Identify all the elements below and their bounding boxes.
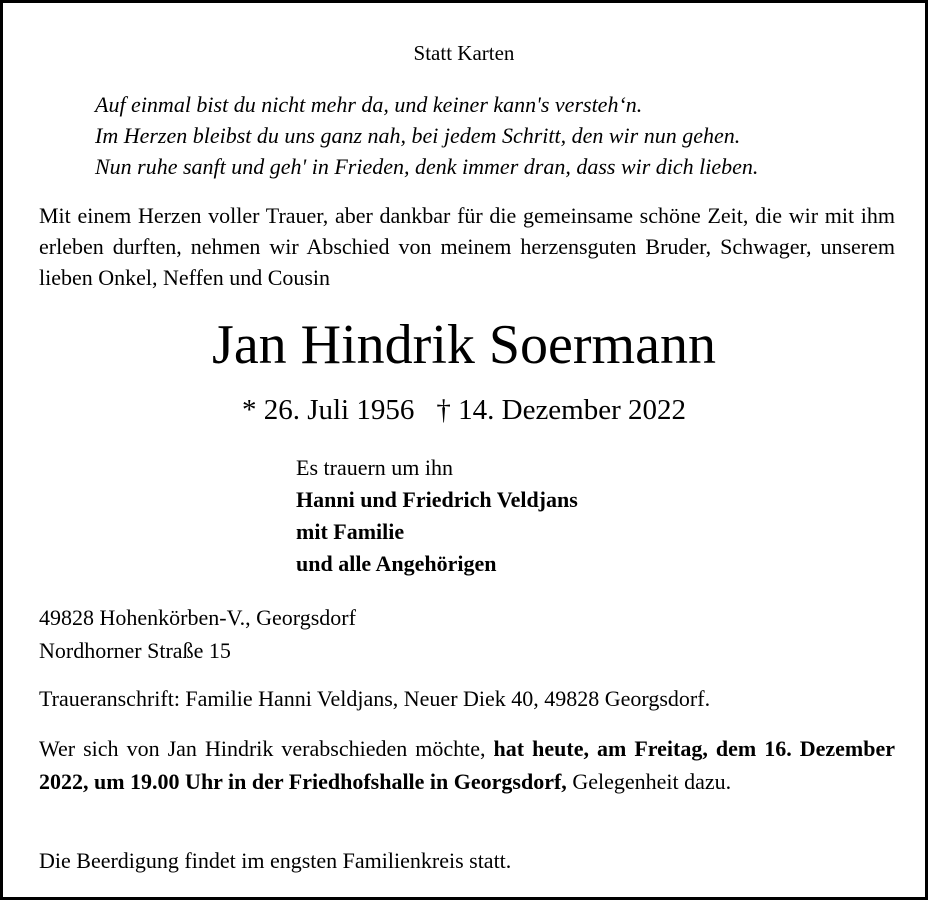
address-line-1: 49828 Hohenkörben-V., Georgsdorf <box>39 605 356 630</box>
mourners-intro: Es trauern um ihn <box>296 455 454 480</box>
mourner-line: mit Familie <box>296 519 405 544</box>
mourner-line: Hanni und Friedrich Veldjans <box>296 487 578 512</box>
farewell-text-post: Gelegenheit dazu. <box>566 769 732 794</box>
mourners-block <box>296 452 578 580</box>
burial-note: Die Beerdigung findet im engsten Familienkreis statt. <box>39 848 512 873</box>
farewell-text-pre: Wer sich von Jan Hindrik verabschieden möchte, <box>39 736 494 761</box>
header-statt-karten: Statt Karten <box>413 41 515 65</box>
poem <box>95 89 758 182</box>
poem-line: Im Herzen bleibst du uns ganz nah, bei jedem Schritt, den wir nun gehen. <box>95 123 741 148</box>
life-dates <box>3 390 925 430</box>
mourner-line: und alle Angehörigen <box>296 551 497 576</box>
address-line-2: Nordhorner Straße 15 <box>39 638 231 663</box>
farewell-text-bold: hat heute, am Freitag, dem 16. Dezember 2022, um 19.00 Uhr in der Friedhofshalle in Georgsdorf, <box>39 736 896 794</box>
intro-paragraph: Mit einem Herzen voller Trauer, aber dankbar für die gemeinsame schöne Zeit, die wir mit ihm erleben durften, nehmen wir Abschied von meinem herzensguten Bruder, Schwager, unserem lieben Onkel, Neffen und Cousin <box>39 203 895 290</box>
address-block <box>39 601 356 667</box>
poem-line: Auf einmal bist du nicht mehr da, und keiner kann's versteh‘n. <box>95 92 643 117</box>
deceased-name: Jan Hindrik Soermann <box>212 314 716 376</box>
farewell-paragraph <box>39 732 895 798</box>
mourning-address: Traueranschrift: Familie Hanni Veldjans, Neuer Diek 40, 49828 Georgsdorf. <box>39 686 711 711</box>
poem-line: Nun ruhe sanft und geh' in Frieden, denk immer dran, dass wir dich lieben. <box>95 154 759 179</box>
death-date: † 14. Dezember 2022 <box>436 394 687 426</box>
birth-date: * 26. Juli 1956 <box>241 394 415 426</box>
